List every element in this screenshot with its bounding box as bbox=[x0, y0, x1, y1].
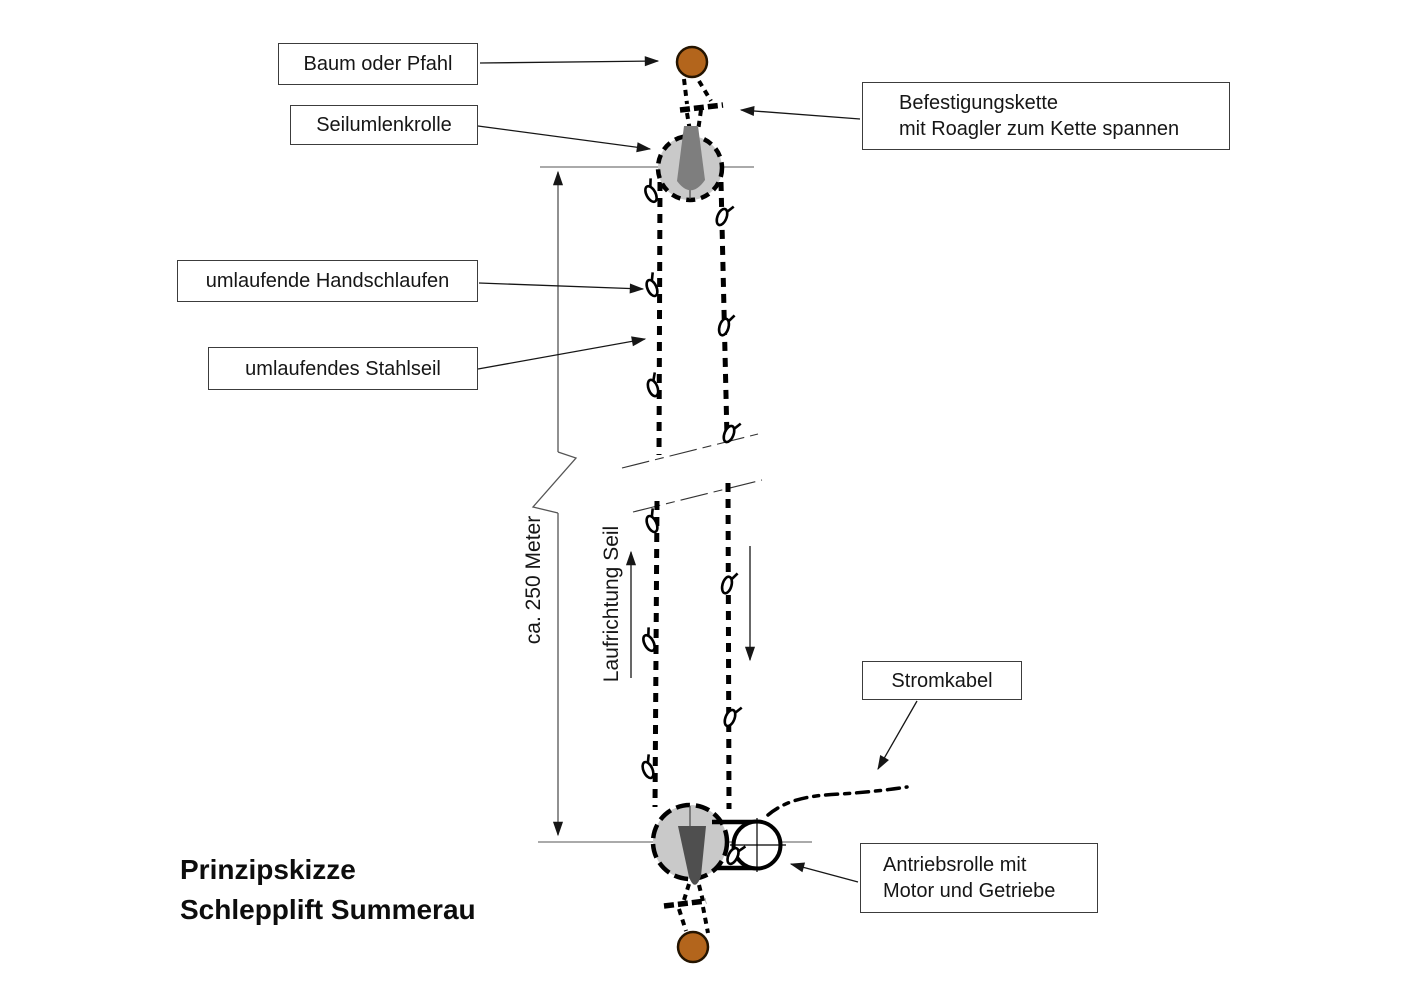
break-lines bbox=[622, 434, 762, 512]
top-post bbox=[677, 47, 707, 77]
label-baum-oder-pfahl-text: Baum oder Pfahl bbox=[303, 53, 453, 75]
label-befestigungskette-line2: mit Roagler zum Kette spannen bbox=[899, 118, 1180, 140]
label-seilumlenkrolle-text: Seilumlenkrolle bbox=[316, 114, 452, 136]
arrow-stromkabel bbox=[878, 701, 917, 769]
label-stromkabel bbox=[862, 661, 1022, 700]
bottom-post bbox=[678, 932, 708, 962]
label-umlaufendes-stahlseil bbox=[208, 347, 478, 390]
arrow-befestigungskette bbox=[741, 110, 860, 119]
label-antriebsrolle-line2: Motor und Getriebe bbox=[883, 880, 1056, 902]
rope-left bbox=[655, 182, 660, 807]
dimension-label-250m: ca. 250 Meter bbox=[522, 515, 545, 645]
arrow-antriebsrolle bbox=[791, 864, 858, 882]
label-befestigungskette-line1: Befestigungskette bbox=[899, 92, 1058, 114]
label-umlaufende-handschlaufen bbox=[177, 260, 478, 302]
label-antriebsrolle-line1: Antriebsrolle mit bbox=[883, 854, 1027, 876]
drawing-title-line1: Prinzipskizze bbox=[180, 854, 356, 885]
arrow-stahlseil bbox=[478, 339, 645, 369]
label-antriebsrolle bbox=[860, 843, 1098, 913]
arrow-handschlaufen bbox=[479, 283, 643, 289]
deflection-pulley bbox=[658, 126, 722, 200]
arrow-baum bbox=[480, 61, 658, 63]
label-baum-oder-pfahl bbox=[278, 43, 478, 85]
drawing-title bbox=[180, 850, 476, 930]
power-cable bbox=[768, 787, 907, 815]
label-umlaufendes-stahlseil-text: umlaufendes Stahlseil bbox=[245, 357, 441, 380]
dimension-extension-lines bbox=[538, 167, 812, 842]
arrow-seilumlenkrolle bbox=[478, 126, 650, 149]
direction-arrows bbox=[631, 546, 750, 678]
drive-pulley bbox=[653, 805, 727, 885]
label-umlaufende-handschlaufen-text: umlaufende Handschlaufen bbox=[205, 270, 450, 292]
label-befestigungskette bbox=[862, 82, 1230, 150]
bottom-fastening-chain bbox=[664, 884, 708, 933]
drawing-title-line2: Schlepplift Summerau bbox=[180, 894, 476, 925]
label-seilumlenkrolle bbox=[290, 105, 478, 145]
rope-direction-label: Laufrichtung Seil bbox=[600, 525, 623, 683]
top-fastening-chain bbox=[680, 79, 723, 131]
label-stromkabel-text: Stromkabel bbox=[891, 669, 993, 692]
